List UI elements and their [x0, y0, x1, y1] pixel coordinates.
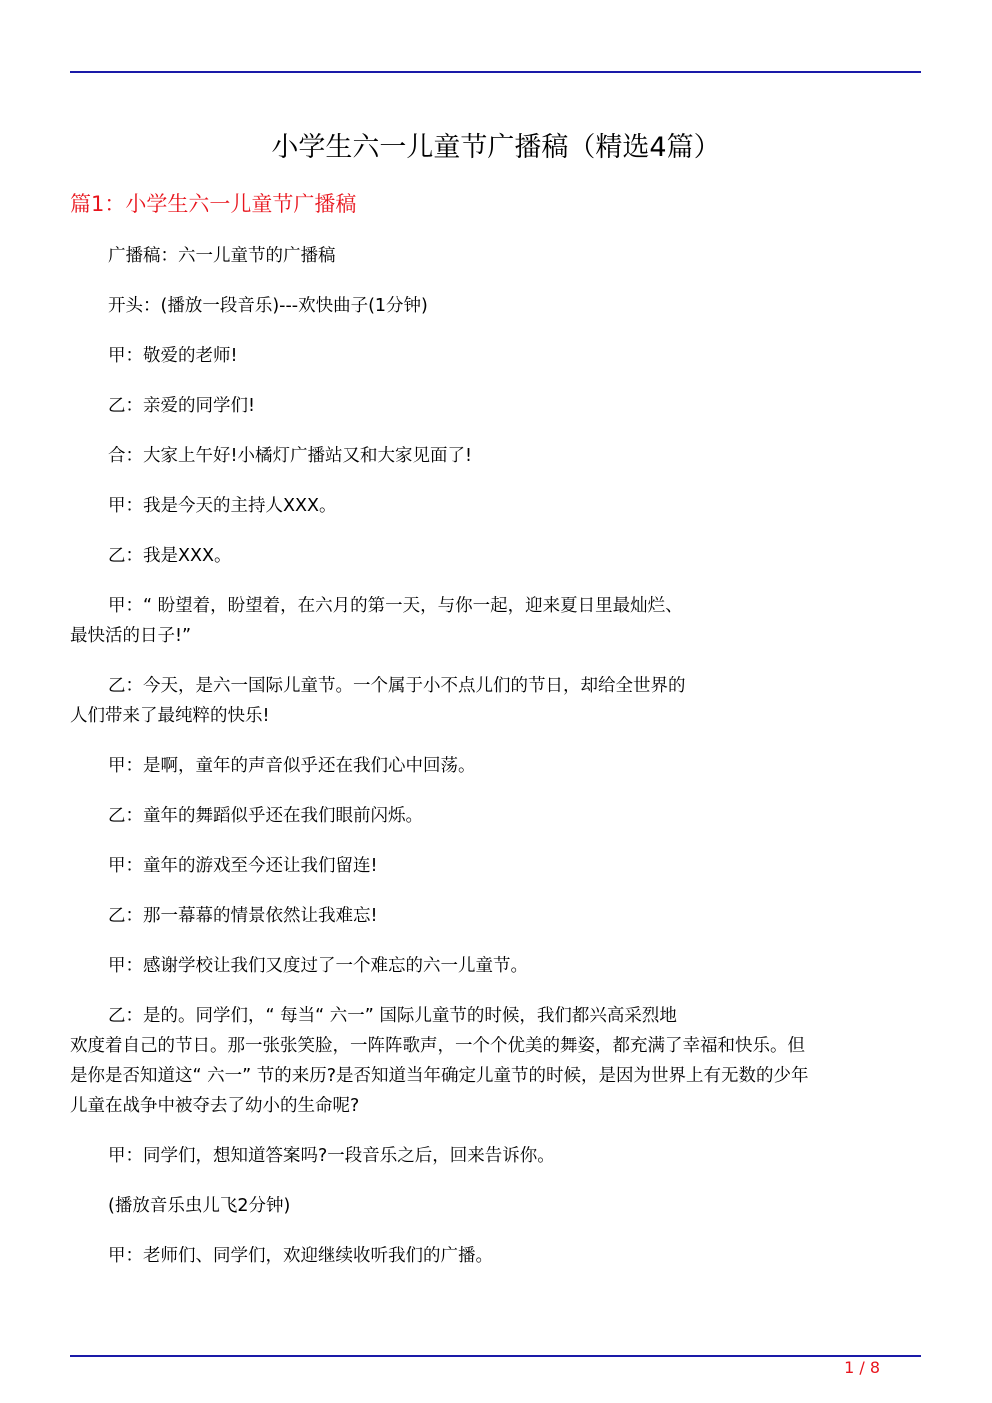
section-heading: 篇1：小学生六一儿童节广播稿	[70, 192, 357, 216]
paragraph	[70, 291, 930, 321]
paragraph	[70, 541, 930, 571]
paragraph-line: (播放音乐虫儿飞2分钟)	[108, 1196, 291, 1216]
paragraph	[70, 901, 930, 931]
document-body	[70, 241, 930, 1291]
paragraph	[70, 241, 930, 271]
paragraph	[70, 391, 930, 421]
paragraph-line: 欢度着自己的节日。那一张张笑脸，一阵阵歌声，一个个优美的舞姿，都充满了幸福和快乐。但	[70, 1036, 805, 1056]
paragraph-line: 乙：今天，是六一国际儿童节。一个属于小不点儿们的节日，却给全世界的	[108, 676, 686, 696]
footer-rule	[70, 1355, 921, 1357]
paragraph	[70, 671, 930, 731]
document-title: 小学生六一儿童节广播稿（精选4篇）	[271, 132, 721, 163]
paragraph	[70, 441, 930, 471]
paragraph-line: 甲：我是今天的主持人XXX。	[108, 496, 337, 516]
paragraph-line: 开头：(播放一段音乐)---欢快曲子(1分钟)	[108, 296, 428, 316]
paragraph-line: 乙：那一幕幕的情景依然让我难忘!	[108, 906, 378, 926]
paragraph	[70, 491, 930, 521]
paragraph-line: 甲：老师们、同学们，欢迎继续收听我们的广播。	[108, 1246, 493, 1266]
paragraph-line: 乙：我是XXX。	[108, 546, 232, 566]
paragraph-line: 甲：感谢学校让我们又度过了一个难忘的六一儿童节。	[108, 956, 528, 976]
paragraph	[70, 1191, 930, 1221]
paragraph-line: 乙：童年的舞蹈似乎还在我们眼前闪烁。	[108, 806, 423, 826]
paragraph-line: 广播稿：六一儿童节的广播稿	[108, 246, 336, 266]
paragraph-line: 甲：是啊，童年的声音似乎还在我们心中回荡。	[108, 756, 476, 776]
paragraph-line: 甲：“ 盼望着，盼望着，在六月的第一天，与你一起，迎来夏日里最灿烂、	[108, 596, 683, 616]
paragraph	[70, 851, 930, 881]
paragraph-line: 甲：同学们，想知道答案吗?一段音乐之后，回来告诉你。	[108, 1146, 555, 1166]
paragraph-line: 乙：亲爱的同学们!	[108, 396, 256, 416]
paragraph-line: 是你是否知道这“ 六一” 节的来历?是否知道当年确定儿童节的时候，是因为世界上有无数的少年	[70, 1066, 809, 1086]
paragraph	[70, 751, 930, 781]
paragraph-line: 乙：是的。同学们，“ 每当“ 六一” 国际儿童节的时候，我们都兴高采烈地	[108, 1006, 677, 1026]
header-rule	[70, 71, 921, 73]
paragraph-line: 甲：敬爱的老师!	[108, 346, 238, 366]
paragraph	[70, 951, 930, 981]
paragraph	[70, 1001, 930, 1121]
paragraph	[70, 341, 930, 371]
paragraph-line: 儿童在战争中被夺去了幼小的生命呢?	[70, 1096, 360, 1116]
paragraph	[70, 1241, 930, 1271]
page-number: 1 / 8	[844, 1358, 880, 1377]
paragraph-line: 最快活的日子!”	[70, 626, 192, 646]
paragraph-line: 人们带来了最纯粹的快乐!	[70, 706, 270, 726]
paragraph	[70, 801, 930, 831]
paragraph	[70, 591, 930, 651]
paragraph-line: 甲：童年的游戏至今还让我们留连!	[108, 856, 378, 876]
paragraph-line: 合：大家上午好!小橘灯广播站又和大家见面了!	[108, 446, 473, 466]
paragraph	[70, 1141, 930, 1171]
